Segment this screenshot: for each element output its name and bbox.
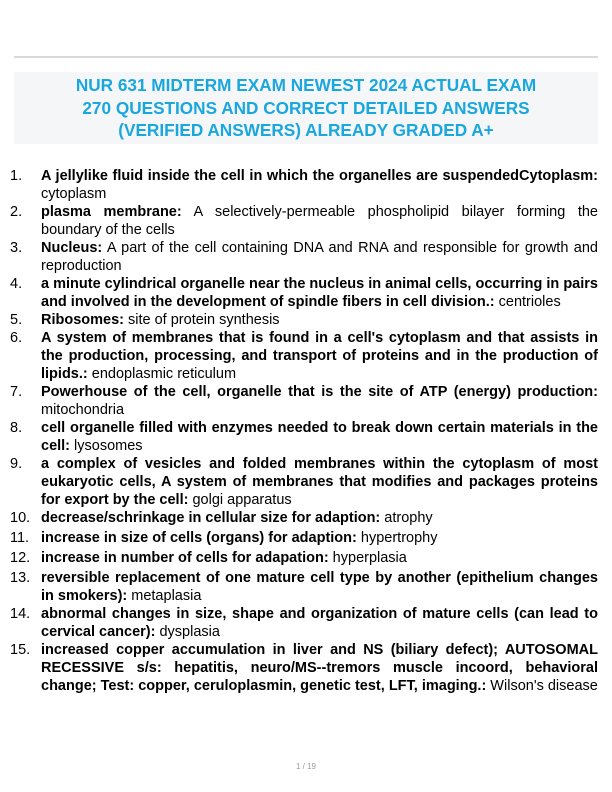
list-item [10, 569, 598, 605]
item-question: increased copper accumulation in liver and NS (biliary defect); AUTOSOMAL RECESSIVE s/s: hepatitis, neuro/MS--tremors muscle incoord, behavioral change; Test: copper, ceruloplasmin, genetic test, LFT, imaging.: [41, 642, 598, 694]
item-answer: atrophy [380, 510, 433, 526]
item-answer: Wilson's disease [486, 678, 598, 694]
item-number: 3. [10, 240, 23, 256]
item-question: cell organelle filled with enzymes needed to break down certain materials in the cell: [41, 420, 598, 454]
item-answer: hypertrophy [356, 530, 438, 546]
item-answer: endoplasmic reticulum [87, 366, 237, 382]
title-line: (VERIFIED ANSWERS) ALREADY GRADED A+ [118, 120, 494, 140]
item-question: a complex of vesicles and folded membranes within the cytoplasm of most eukaryotic cells, A system of membranes that modifies and packages proteins for export by the cell: [41, 456, 598, 508]
item-question: plasma membrane: [41, 204, 182, 220]
item-answer: centrioles [494, 294, 561, 310]
item-question: Nucleus: [41, 240, 103, 256]
list-item [10, 329, 598, 383]
item-number: 9. [10, 456, 23, 472]
item-number: 10. [10, 510, 31, 526]
item-answer: metaplasia [127, 588, 202, 604]
item-question: abnormal changes in size, shape and organization of mature cells (can lead to cervical cancer): [41, 606, 598, 640]
item-answer: site of protein synthesis [124, 312, 280, 328]
item-number: 5. [10, 312, 23, 328]
list-item [10, 239, 598, 275]
item-number: 12. [10, 550, 31, 566]
item-question: increase in number of cells for adapation: [41, 550, 329, 566]
list-item [10, 167, 598, 203]
list-item [10, 509, 598, 527]
list-item [10, 605, 598, 641]
list-item [10, 311, 598, 329]
title-line: 270 QUESTIONS AND CORRECT DETAILED ANSWERS [82, 97, 530, 118]
item-answer: lysosomes [70, 438, 143, 454]
item-answer: A part of the cell containing DNA and RNA and responsible for growth and reproduction [41, 240, 598, 274]
item-number: 6. [10, 330, 23, 346]
item-question: Powerhouse of the cell, organelle that is the site of ATP (energy) production: [41, 384, 598, 400]
item-answer: mitochondria [41, 402, 125, 418]
list-item [10, 549, 598, 567]
item-question: a minute cylindrical organelle near the nucleus in animal cells, occurring in pairs and involved in the development of spindle fibers in cell division.: [41, 276, 598, 310]
item-answer: hyperplasia [328, 550, 407, 566]
item-question: decrease/schrinkage in cellular size for adaption: [41, 510, 381, 526]
item-question: A system of membranes that is found in a cell's cytoplasm and that assists in the production, processing, and transport of proteins and in the production of lipids.: [41, 330, 598, 382]
list-item [10, 641, 598, 695]
title-line: NUR 631 MIDTERM EXAM NEWEST 2024 ACTUAL EXAM [75, 75, 537, 95]
item-answer: A selectively-permeable phospholipid bilayer forming the boundary of the cells [41, 204, 598, 238]
top-divider [14, 56, 598, 58]
item-number: 13. [10, 570, 31, 586]
list-item [10, 383, 598, 419]
item-number: 7. [10, 384, 23, 400]
item-number: 8. [10, 420, 23, 436]
item-answer: golgi apparatus [188, 492, 292, 508]
item-number: 4. [10, 276, 23, 292]
list-item [10, 529, 598, 547]
item-question: A jellylike fluid inside the cell in which the organelles are suspendedCytoplasm: [41, 168, 598, 184]
list-item [10, 275, 598, 311]
item-number: 1. [10, 168, 23, 184]
item-answer: dysplasia [155, 624, 220, 640]
item-number: 2. [10, 204, 23, 220]
item-question: Ribosomes: [41, 312, 124, 328]
list-item [10, 419, 598, 455]
page-indicator: 1 / 19 [295, 762, 316, 771]
item-question: increase in size of cells (organs) for adaption: [41, 530, 357, 546]
item-question: reversible replacement of one mature cell type by another (epithelium changes in smokers): [41, 570, 598, 604]
item-number: 15. [10, 642, 31, 658]
item-number: 14. [10, 606, 31, 622]
item-answer: cytoplasm [41, 186, 107, 202]
document-title [14, 72, 598, 144]
list-item [10, 455, 598, 509]
list-item [10, 203, 598, 239]
item-number: 11. [10, 530, 30, 546]
question-answer-list [10, 167, 598, 695]
